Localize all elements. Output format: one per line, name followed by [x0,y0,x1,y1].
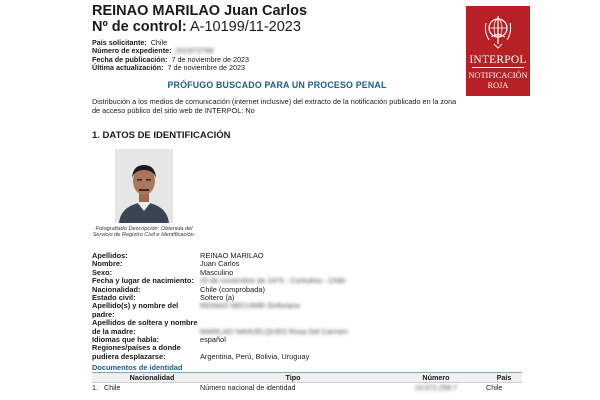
field-label: Nacionalidad: [92,284,141,294]
field-row [92,252,472,260]
notice-headline: PRÓFUGO BUSCADO PARA UN PROCESO PENAL [167,80,387,90]
meta-label: Fecha de publicación: [92,54,168,64]
section-title: 1. DATOS DE IDENTIFICACIÓN [92,130,231,141]
distribution-note: Distribución a los medios de comunicación (internet inclusive) del extracto de la notificación publicado en la zona de acceso público del sitio web de INTERPOL: No [92,97,457,115]
cell-nationality: Chile [104,383,121,392]
field-label: Apellidos de soltera y nombre de la madre: [92,318,198,336]
field-label: Sexo: [92,267,113,277]
col-header-country: País [496,373,512,382]
meta-value: Chile [150,38,168,47]
field-row [92,302,472,319]
meta-value: 7 de noviembre de 2023 [171,54,250,64]
field-label: Fecha y lugar de nacimiento: [92,276,194,286]
control-label: Nº de control: [92,19,187,35]
control-number [92,19,301,36]
field-label: Idiomas que habla: [92,335,159,345]
col-header-index [92,373,104,382]
field-value: Argentina, Perú, Bolivia, Uruguay [200,351,310,361]
field-row [92,344,472,361]
field-label: Regiones/países a donde pudiera desplazarse: [92,343,181,361]
badge-notice-line1: NOTIFICACIÓN [468,71,528,80]
identification-fields [92,252,472,361]
badge-notice-type [466,71,530,91]
field-row [92,286,472,294]
col-header-nationality: Nacionalidad [129,373,175,382]
field-value: REINAO MARILAO [200,251,264,260]
meta-value-redacted: 2023/72768 [175,46,214,56]
control-value: A-10199/11-2023 [189,19,301,35]
cell-number-redacted: 14.072.258-7 [414,383,458,392]
field-value: español [200,335,226,345]
field-row [92,260,472,268]
badge-divider [472,67,524,68]
cell-index: 1. [92,383,98,392]
field-label: Estado civil: [92,293,136,303]
field-row [92,277,472,285]
field-value: Soltero (a) [200,293,235,303]
field-value: Masculino [200,267,234,277]
field-label: Apellidos: [92,251,128,260]
subject-photo [115,149,173,223]
interpol-emblem-icon [482,14,514,50]
field-value-redacted: MARILAO NAHUELQUEO Rosa Del Carmen [200,326,348,336]
photo-caption: Fotografiado Descripción: Obtenida del Servicio de Registro Civil e Identificación. [92,226,196,239]
notice-metadata [92,39,249,72]
col-header-number: Número [422,373,450,382]
field-row [92,319,472,336]
field-value: Juan Carlos [200,259,240,269]
meta-label: País solicitante: [92,38,147,47]
portrait-image [115,149,173,223]
table-row [92,383,522,392]
meta-label: Número de expediente: [92,46,172,56]
field-value-redacted: REINAO NECUMIR Sinforiano [200,301,301,311]
table-header [92,373,522,383]
meta-value: 7 de noviembre de 2023 [167,62,246,72]
field-label: Apellido(s) y nombre del padre: [92,301,179,319]
meta-row [92,64,249,72]
col-header-type: Tipo [285,373,301,382]
documents-title: Documentos de identidad [92,363,183,372]
badge-org: INTERPOL [469,54,527,66]
field-label: Nombre: [92,259,123,269]
field-value: Chile (comprobada) [200,284,265,294]
documents-table [92,373,522,392]
badge-notice-line2: ROJA [487,81,509,90]
cell-type: Número nacional de identidad [200,383,296,392]
field-value-redacted: 20 de noviembre de 1975 - Contulmo - Chile [200,276,346,286]
interpol-red-notice-badge [466,6,530,96]
cell-country: Chile [486,383,503,392]
subject-name: REINAO MARILAO Juan Carlos [92,3,308,19]
meta-label: Última actualización: [92,62,164,72]
